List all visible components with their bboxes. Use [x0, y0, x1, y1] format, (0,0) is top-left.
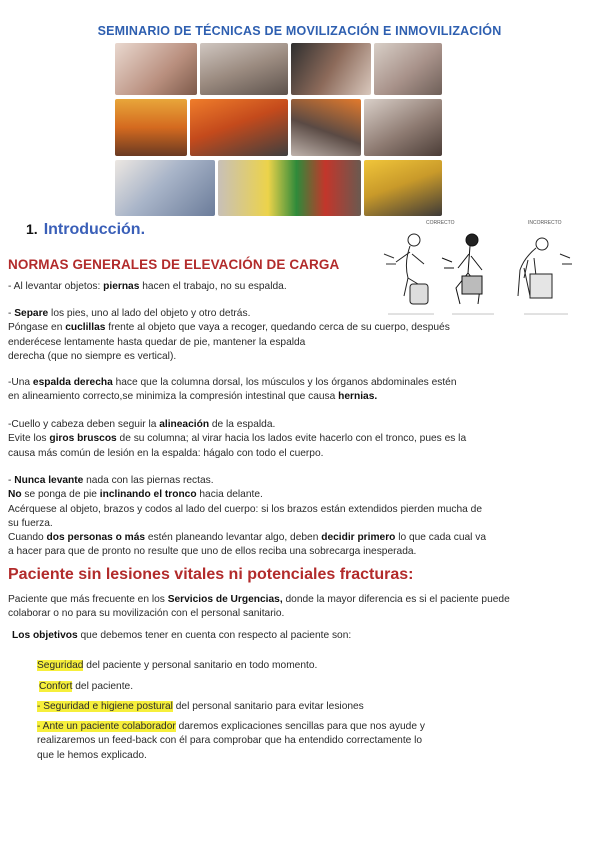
intro-heading [26, 221, 145, 239]
photo-11 [364, 160, 442, 216]
caption-incorrect: INCORRECTO [528, 220, 562, 226]
section1-p4: -Cuello y cabeza deben seguir la alineación de la espalda. Evite los giros bruscos de su columna; al virar hacia los lados evite hacerlo con el tronco, pues es la causa más común de lesión en la espalda: hágalo con todo el cuerpo. [8, 419, 467, 459]
section1-p1: - Al levantar objetos: piernas hacen el trabajo, no su espalda. [8, 281, 287, 292]
intro-label: Introducción. [43, 221, 146, 238]
caption-correct: CORRECTO [426, 220, 455, 226]
section2-p1: Paciente que más frecuente en los Servicios de Urgencias, donde la mayor diferencia es si el paciente puede colaborar o no para su movilización con el personal sanitario. [8, 594, 510, 620]
photo-4 [374, 43, 442, 95]
objective-item-4: - Ante un paciente colaborador daremos explicaciones sencillas para que nos ayude y realizaremos un feed-back con él para comprobar que ha entendido correctamente lo que le hemos explicado. [37, 721, 425, 761]
section1-p2: - Separe los pies, uno al lado del objeto y otro detrás. Póngase en cuclillas frente al objeto que vaya a recoger, quedando cerca de su cuerpo, después enderécese lentamente hasta quedar de pie, mantener la espalda derecha (que no siempre es vertical). [8, 308, 450, 362]
section1-p3: -Una espalda derecha hace que la columna dorsal, los músculos y los órganos abdominales estén en alineamiento correcto,se minimiza la compresión intestinal que causa hernias. [8, 377, 457, 403]
photo-8 [364, 99, 442, 156]
photo-10 [218, 160, 361, 216]
section1-heading: NORMAS GENERALES DE ELEVACIÓN DE CARGA [8, 257, 340, 272]
objective-item-1: Seguridad del paciente y personal sanitario en todo momento. [37, 660, 318, 671]
objective-item-3: - Seguridad e higiene postural del personal sanitario para evitar lesiones [37, 701, 364, 712]
section2-p2: Los objetivos que debemos tener en cuenta con respecto al paciente son: [12, 630, 352, 641]
photo-7 [291, 99, 361, 156]
intro-number: 1. [26, 221, 38, 237]
section2-heading: Paciente sin lesiones vitales ni potenciales fracturas: [8, 566, 414, 583]
section1-p5: - Nunca levante nada con las piernas rectas. No se ponga de pie inclinando el tronco hacia delante. Acérquese al objeto, brazos y codos al lado del cuerpo: si los brazos están extendidos pierden mucha de su fuerza. Cuando dos personas o más estén planeando levantar algo, deben decidir primero lo que cada cual va a hacer para que de pronto no resulte que uno de ellos reciba una sobrecarga inesperada. [8, 475, 487, 558]
photo-3 [291, 43, 371, 95]
photo-1 [115, 43, 197, 95]
photo-6 [190, 99, 288, 156]
objective-item-2: Confort del paciente. [39, 681, 134, 692]
photo-5 [115, 99, 187, 156]
document-title: SEMINARIO DE TÉCNICAS DE MOVILIZACIÓN E INMOVILIZACIÓN [97, 24, 502, 38]
photo-9 [115, 160, 215, 216]
photo-2 [200, 43, 288, 95]
